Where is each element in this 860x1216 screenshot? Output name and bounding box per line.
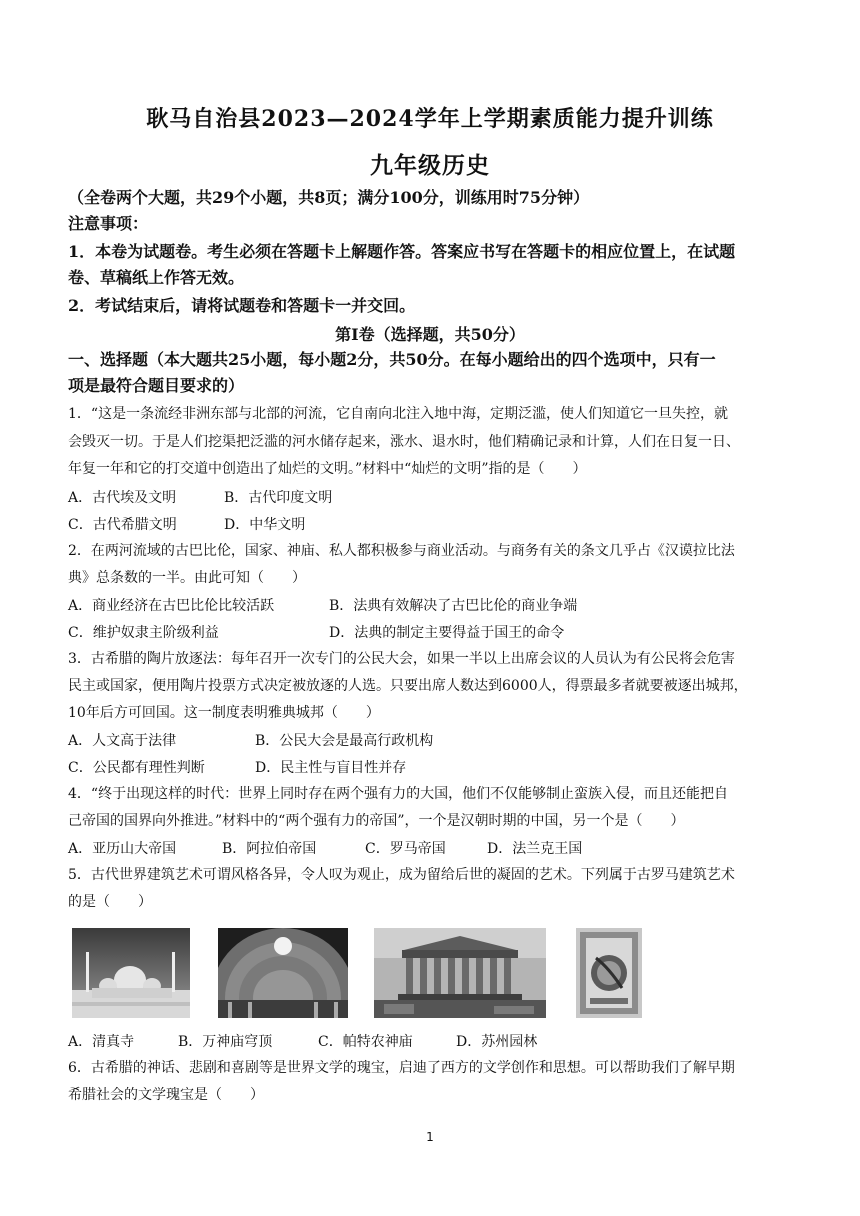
q1-line: 1．“这是一条流经非洲东部与北部的河流，它自南向北注入地中海，定期泛滥，使人们知道它一旦失控，就 (68, 406, 729, 422)
pantheon-dome-photo (218, 928, 348, 1018)
volume-title: 第Ⅰ卷（选择题，共50分） (335, 325, 525, 344)
q4-option-d: D．法兰克王国 (487, 841, 583, 857)
q3-line: 3．古希腊的陶片放逐法：每年召开一次专门的公民大会，如果一半以上出席会议的人员认为有公民将会危害 (68, 651, 735, 667)
exam-subject: 九年级历史 (370, 152, 490, 179)
parthenon-photo (374, 928, 546, 1018)
q6-line: 6．古希腊的神话、悲剧和喜剧等是世界文学的瑰宝，启迪了西方的文学创作和思想。可以帮助我们了解早期 (68, 1060, 735, 1076)
q3-line: 民主或国家，便用陶片投票方式决定被放逐的人选。只要出席人数达到6000人，得票最多者就要被逐出城邦， (68, 678, 748, 694)
note-item-1-cont: 卷、草稿纸上作答无效。 (68, 268, 245, 287)
q5-option-d: D．苏州园林 (456, 1034, 538, 1050)
q5-option-a: A．清真寺 (68, 1034, 135, 1050)
q4-line: 己帝国的国界向外推进。”材料中的“两个强有力的帝国”，一个是汉朝时期的中国，另一个是（ ） (68, 813, 685, 829)
q2-option-c: C．维护奴隶主阶级利益 (68, 625, 219, 641)
q5-option-c: C．帕特农神庙 (318, 1034, 413, 1050)
q1-option-b: B．古代印度文明 (224, 490, 333, 506)
q5-line: 的是（ ） (68, 894, 152, 910)
q4-option-a: A．亚历山大帝国 (68, 841, 177, 857)
q1-line: 年复一年和它的打交道中创造出了灿烂的文明。”材料中“灿烂的文明”指的是（ ） (68, 461, 587, 477)
q2-option-a: A．商业经济在古巴比伦比较活跃 (68, 598, 275, 614)
q2-line: 典》总条数的一半。由此可知（ ） (68, 570, 306, 586)
q3-option-a: A．人文高于法律 (68, 733, 177, 749)
q3-line: 10年后方可回国。这一制度表明雅典城邦（ ） (68, 705, 380, 721)
q2-option-d: D．法典的制定主要得益于国王的命令 (329, 625, 565, 641)
exam-info: （全卷两个大题，共29个小题，共8页；满分100分，训练用时75分钟） (68, 188, 590, 207)
page-number: 1 (426, 1130, 434, 1144)
q3-option-b: B．公民大会是最高行政机构 (255, 733, 434, 749)
q4-option-b: B．阿拉伯帝国 (222, 841, 317, 857)
q2-option-b: B．法典有效解决了古巴比伦的商业争端 (329, 598, 578, 614)
part-heading: 一、选择题（本大题共25小题，每小题2分，共50分。在每小题给出的四个选项中，只有一 (68, 350, 716, 369)
note-item-1: 1．本卷为试题卷。考生必须在答题卡上解题作答。答案应书写在答题卡的相应位置上，在试题 (68, 242, 736, 261)
q4-option-c: C．罗马帝国 (365, 841, 446, 857)
q1-option-c: C．古代希腊文明 (68, 517, 177, 533)
mosque-photo (72, 928, 190, 1018)
q6-line: 希腊社会的文学瑰宝是（ ） (68, 1087, 264, 1103)
suzhou-garden-photo (576, 928, 642, 1018)
q4-line: 4．“终于出现这样的时代：世界上同时存在两个强有力的大国，他们不仅能够制止蛮族入侵，而且还能把自 (68, 786, 729, 802)
q1-option-a: A．古代埃及文明 (68, 490, 177, 506)
q5-line: 5．古代世界建筑艺术可谓风格各异，令人叹为观止，成为留给后世的凝固的艺术。下列属于古罗马建筑艺术 (68, 867, 735, 883)
q2-line: 2．在两河流域的古巴比伦，国家、神庙、私人都积极参与商业活动。与商务有关的条文几乎占《汉谟拉比法 (68, 543, 735, 559)
exam-title: 耿马自治县2023—2024学年上学期素质能力提升训练 (146, 106, 714, 132)
q5-option-b: B．万神庙穹顶 (178, 1034, 273, 1050)
notes-heading: 注意事项： (68, 214, 149, 233)
q1-line: 会毁灭一切。于是人们挖渠把泛滥的河水储存起来，涨水、退水时，他们精确记录和计算，人们在日复一日、 (68, 434, 740, 450)
q3-option-d: D．民主性与盲目性并存 (255, 760, 407, 776)
q3-option-c: C．公民都有理性判断 (68, 760, 205, 776)
part-heading-cont: 项是最符合题目要求的） (68, 376, 245, 395)
note-item-2: 2．考试结束后，请将试题卷和答题卡一并交回。 (68, 296, 416, 315)
q1-option-d: D．中华文明 (224, 517, 306, 533)
